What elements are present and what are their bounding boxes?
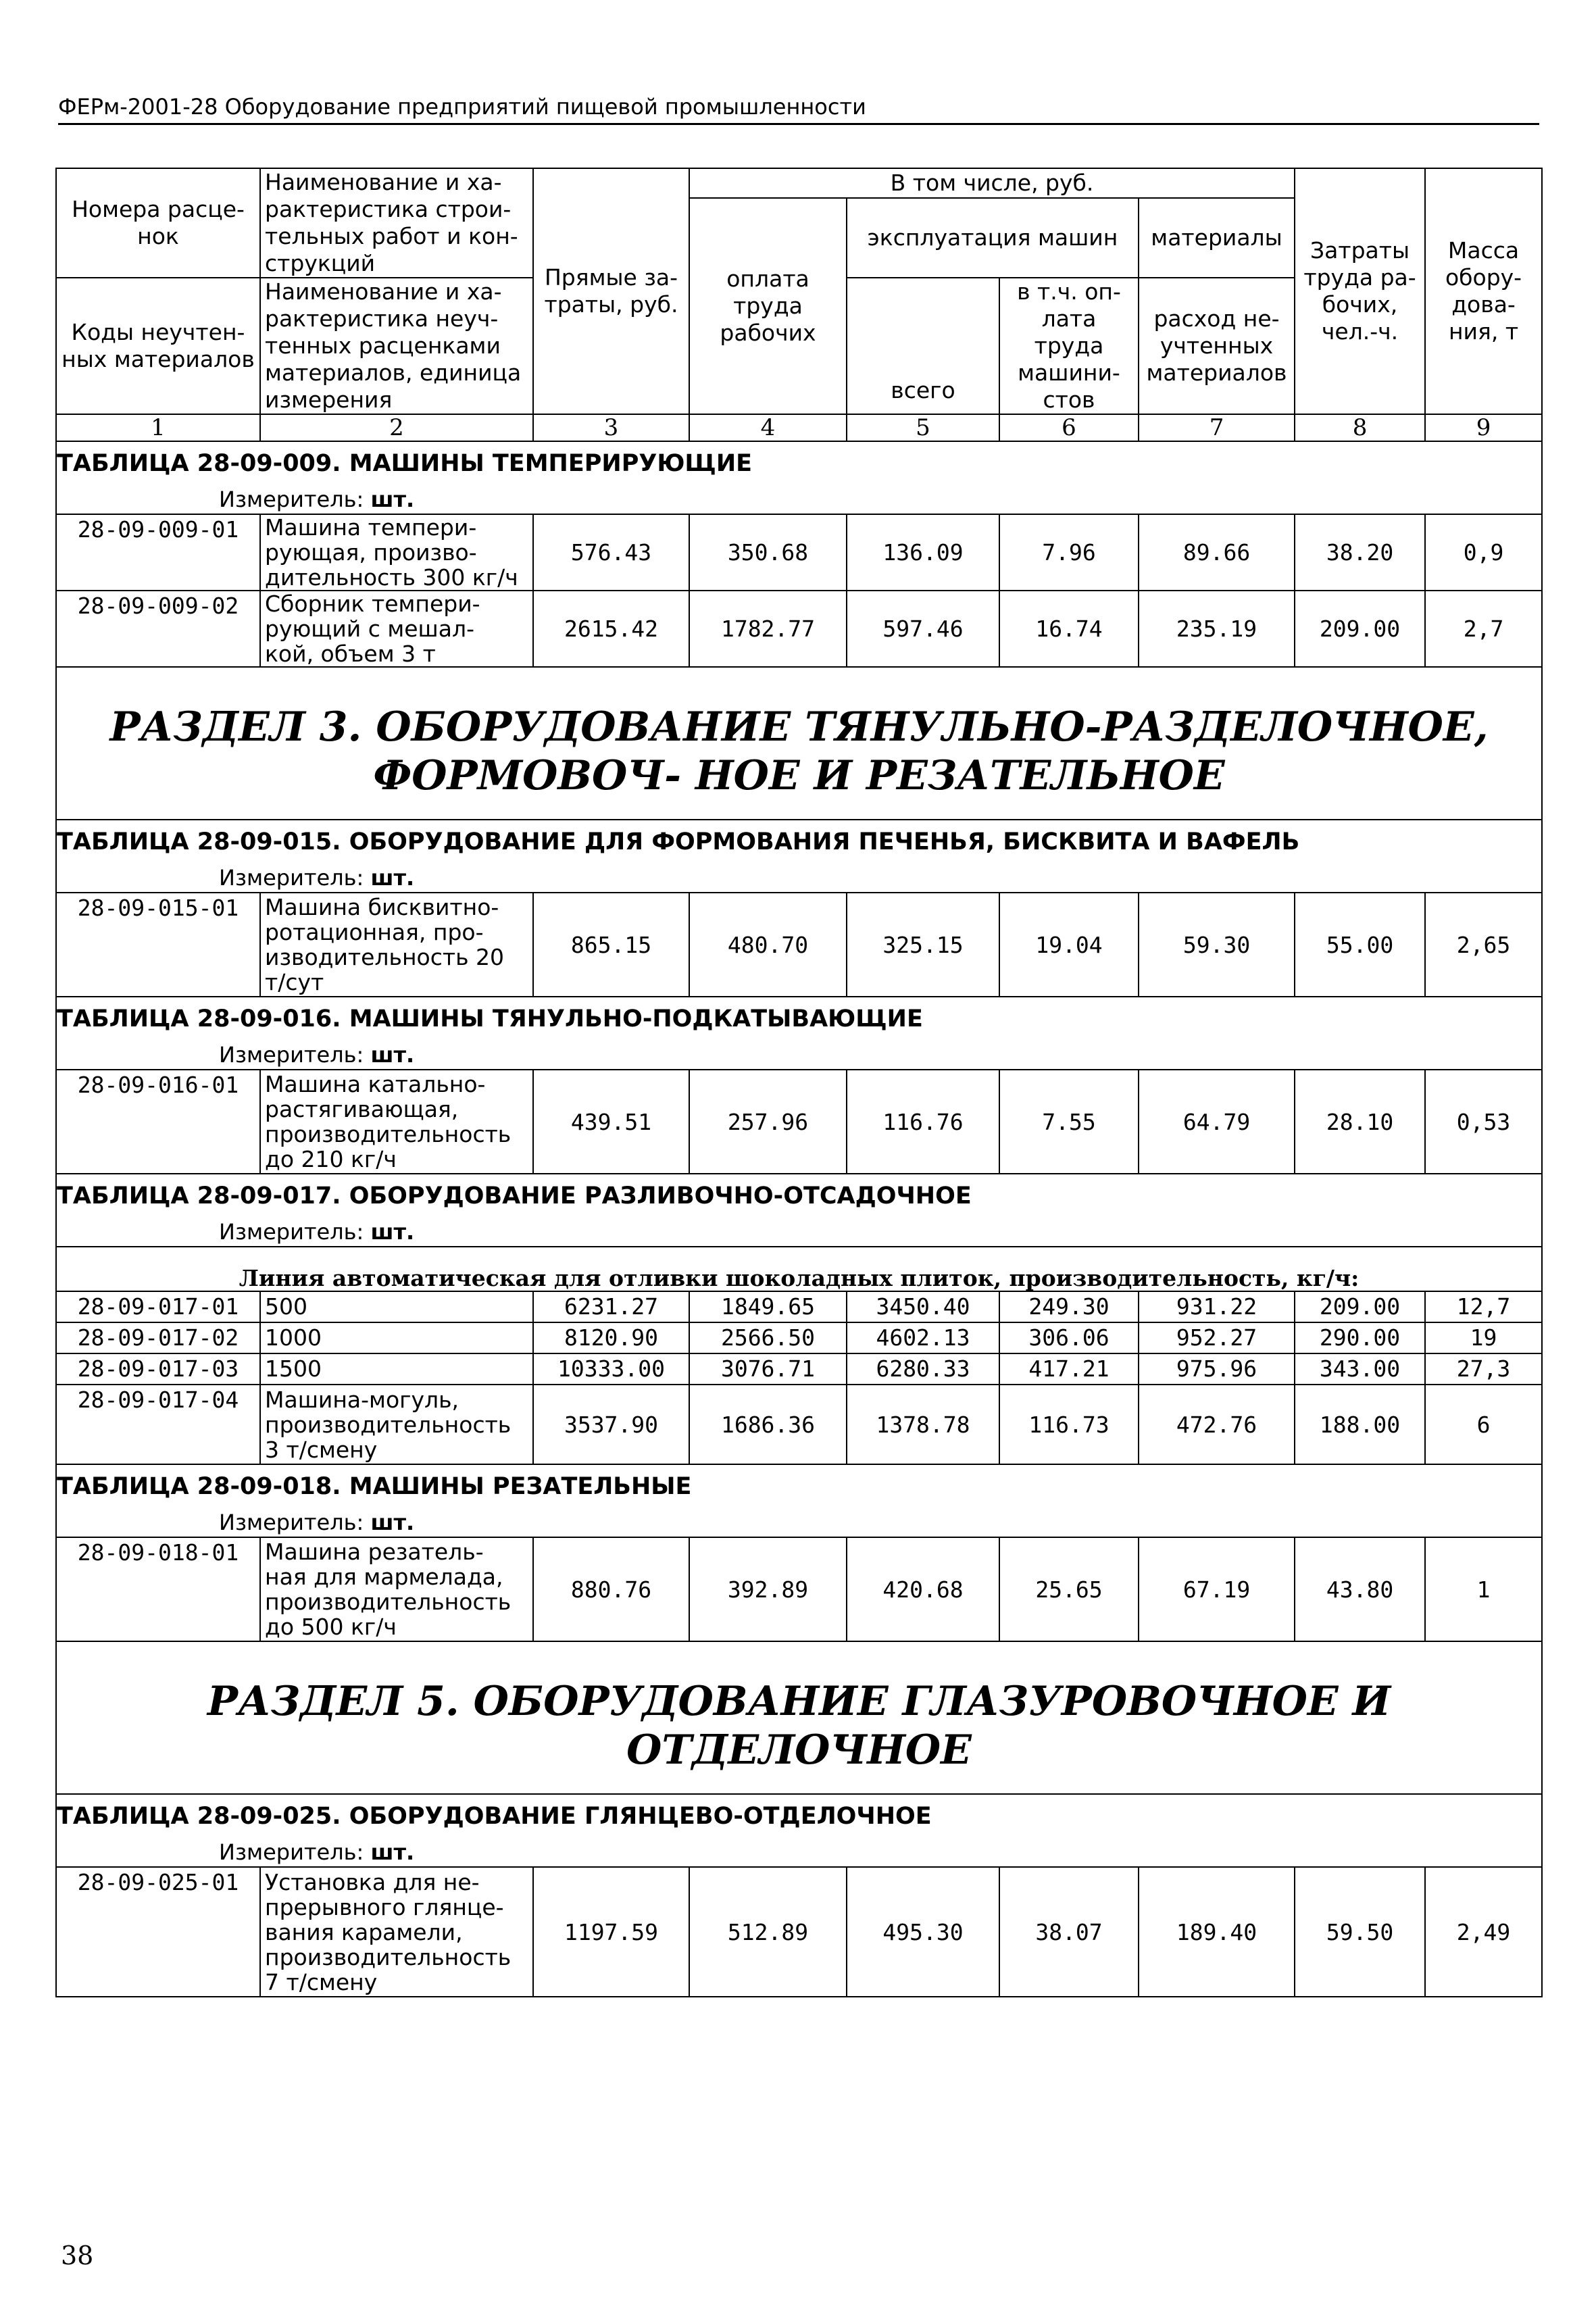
- col-direct-costs-header: Прямые за- траты, руб.: [533, 168, 689, 414]
- value-cell: 975.96: [1139, 1353, 1295, 1385]
- table-title: ТАБЛИЦА 28-09-018. МАШИНЫ РЕЗАТЕЛЬНЫЕ: [56, 1464, 1542, 1508]
- value-cell: 2615.42: [533, 591, 689, 667]
- unit-row: [56, 1838, 1542, 1867]
- value-cell: 7.55: [999, 1070, 1139, 1174]
- value-cell: 350.68: [689, 514, 847, 591]
- value-cell: 417.21: [999, 1353, 1139, 1385]
- col-number: 7: [1139, 414, 1295, 441]
- value-cell: 25.65: [999, 1537, 1139, 1641]
- unit-label: Измеритель:: [219, 487, 364, 512]
- value-cell: 1378.78: [847, 1385, 999, 1464]
- line-heading-row: [56, 1247, 1542, 1291]
- value-cell: 1782.77: [689, 591, 847, 667]
- section-heading: РАЗДЕЛ 3. ОБОРУДОВАНИЕ ТЯНУЛЬНО-РАЗДЕЛОЧНОЕ, ФОРМОВОЧ- НОЕ И РЕЗАТЕЛЬНОЕ: [56, 667, 1542, 820]
- unit-cell: [56, 485, 1542, 514]
- rate-code: 28-09-009-02: [56, 591, 260, 667]
- work-name: Машина катально- растягивающая, производительность до 210 кг/ч: [260, 1070, 533, 1174]
- table-title-row: [56, 820, 1542, 864]
- value-cell: 306.06: [999, 1322, 1139, 1353]
- rate-code: 28-09-017-03: [56, 1353, 260, 1385]
- value-cell: 495.30: [847, 1867, 999, 1997]
- col-number: 5: [847, 414, 999, 441]
- value-cell: 27,3: [1425, 1353, 1542, 1385]
- table-title: ТАБЛИЦА 28-09-025. ОБОРУДОВАНИЕ ГЛЯНЦЕВО-ОТДЕЛОЧНОЕ: [56, 1794, 1542, 1838]
- col-unaccounted-materials-header: расход не- учтенных материалов: [1139, 278, 1295, 414]
- section-heading: РАЗДЕЛ 5. ОБОРУДОВАНИЕ ГЛАЗУРОВОЧНОЕ И ОТДЕЛОЧНОЕ: [56, 1641, 1542, 1794]
- col-number: 4: [689, 414, 847, 441]
- value-cell: 931.22: [1139, 1291, 1295, 1322]
- value-cell: 3537.90: [533, 1385, 689, 1464]
- value-cell: 235.19: [1139, 591, 1295, 667]
- value-cell: 67.19: [1139, 1537, 1295, 1641]
- value-cell: 6231.27: [533, 1291, 689, 1322]
- table-title: ТАБЛИЦА 28-09-015. ОБОРУДОВАНИЕ ДЛЯ ФОРМОВАНИЯ ПЕЧЕНЬЯ, БИСКВИТА И ВАФЕЛЬ: [56, 820, 1542, 864]
- col-number: 2: [260, 414, 533, 441]
- value-cell: 2566.50: [689, 1322, 847, 1353]
- unit-row: [56, 1041, 1542, 1070]
- rate-code: 28-09-015-01: [56, 893, 260, 997]
- unit-cell: [56, 1508, 1542, 1537]
- value-cell: 2,65: [1425, 893, 1542, 997]
- table-row: [56, 1070, 1542, 1174]
- value-cell: 89.66: [1139, 514, 1295, 591]
- value-cell: 0,9: [1425, 514, 1542, 591]
- section-heading-row: [56, 1641, 1542, 1794]
- unit-value: шт.: [370, 1219, 415, 1245]
- table-title: ТАБЛИЦА 28-09-009. МАШИНЫ ТЕМПЕРИРУЮЩИЕ: [56, 441, 1542, 485]
- table-title-row: [56, 441, 1542, 485]
- table-row: [56, 1385, 1542, 1464]
- col-labor-pay-header: оплата труда рабочих: [689, 198, 847, 414]
- col-number: 1: [56, 414, 260, 441]
- work-name: Машина бисквитно- ротационная, про- изводительность 20 т/сут: [260, 893, 533, 997]
- table-title: ТАБЛИЦА 28-09-016. МАШИНЫ ТЯНУЛЬНО-ПОДКАТЫВАЮЩИЕ: [56, 997, 1542, 1041]
- col-unaccounted-codes-header: Коды неучтен- ных материалов: [56, 278, 260, 414]
- value-cell: 19.04: [999, 893, 1139, 997]
- value-cell: 290.00: [1295, 1322, 1425, 1353]
- unit-row: [56, 1508, 1542, 1537]
- value-cell: 2,49: [1425, 1867, 1542, 1997]
- table-title-row: [56, 1794, 1542, 1838]
- unit-value: шт.: [370, 1839, 415, 1865]
- col-including-header: В том числе, руб.: [689, 168, 1295, 198]
- rate-code: 28-09-018-01: [56, 1537, 260, 1641]
- unit-label: Измеритель:: [219, 865, 364, 891]
- value-cell: 512.89: [689, 1867, 847, 1997]
- value-cell: 209.00: [1295, 591, 1425, 667]
- table-row: [56, 1867, 1542, 1997]
- value-cell: 7.96: [999, 514, 1139, 591]
- table-head: [56, 168, 1542, 441]
- value-cell: 209.00: [1295, 1291, 1425, 1322]
- col-material-name-header: Наименование и ха- рактеристика неуч- тенных расценками материалов, единица измерения: [260, 278, 533, 414]
- table-row: [56, 514, 1542, 591]
- value-cell: 480.70: [689, 893, 847, 997]
- col-mass-header: Масса обору- дова- ния, т: [1425, 168, 1542, 414]
- value-cell: 4602.13: [847, 1322, 999, 1353]
- rate-code: 28-09-025-01: [56, 1867, 260, 1997]
- value-cell: 472.76: [1139, 1385, 1295, 1464]
- value-cell: 19: [1425, 1322, 1542, 1353]
- value-cell: 12,7: [1425, 1291, 1542, 1322]
- col-operator-pay-header: в т.ч. оп- лата труда машини- стов: [999, 278, 1139, 414]
- unit-row: [56, 485, 1542, 514]
- rate-code: 28-09-016-01: [56, 1070, 260, 1174]
- work-name: 500: [260, 1291, 533, 1322]
- table-title-row: [56, 1174, 1542, 1218]
- work-name: Машина темпери- рующая, произво- дительность 300 кг/ч: [260, 514, 533, 591]
- page-number: 38: [61, 2241, 94, 2270]
- value-cell: 10333.00: [533, 1353, 689, 1385]
- value-cell: 439.51: [533, 1070, 689, 1174]
- col-number: 6: [999, 414, 1139, 441]
- col-number: 9: [1425, 414, 1542, 441]
- table-title-row: [56, 1464, 1542, 1508]
- rate-code: 28-09-017-01: [56, 1291, 260, 1322]
- value-cell: 3450.40: [847, 1291, 999, 1322]
- value-cell: 257.96: [689, 1070, 847, 1174]
- value-cell: 6280.33: [847, 1353, 999, 1385]
- value-cell: 2,7: [1425, 591, 1542, 667]
- unit-value: шт.: [370, 1510, 415, 1535]
- unit-cell: [56, 864, 1542, 893]
- price-table: [55, 168, 1543, 1997]
- value-cell: 865.15: [533, 893, 689, 997]
- value-cell: 16.74: [999, 591, 1139, 667]
- unit-value: шт.: [370, 865, 415, 891]
- value-cell: 880.76: [533, 1537, 689, 1641]
- rate-code: 28-09-017-02: [56, 1322, 260, 1353]
- value-cell: 38.20: [1295, 514, 1425, 591]
- table-row: [56, 591, 1542, 667]
- section-heading-row: [56, 667, 1542, 820]
- unit-cell: [56, 1041, 1542, 1070]
- line-heading: Линия автоматическая для отливки шоколадных плиток, производительность, кг/ч:: [56, 1247, 1542, 1291]
- column-numbers-row: [56, 414, 1542, 441]
- work-name: Машина резатель- ная для мармелада, производительность до 500 кг/ч: [260, 1537, 533, 1641]
- value-cell: 1197.59: [533, 1867, 689, 1997]
- unit-label: Измеритель:: [219, 1042, 364, 1068]
- table-body: [56, 441, 1542, 1997]
- value-cell: 325.15: [847, 893, 999, 997]
- rate-code: 28-09-009-01: [56, 514, 260, 591]
- value-cell: 188.00: [1295, 1385, 1425, 1464]
- col-labor-hours-header: Затраты труда ра- бочих, чел.-ч.: [1295, 168, 1425, 414]
- value-cell: 597.46: [847, 591, 999, 667]
- work-name: 1000: [260, 1322, 533, 1353]
- value-cell: 576.43: [533, 514, 689, 591]
- value-cell: 1686.36: [689, 1385, 847, 1464]
- value-cell: 59.30: [1139, 893, 1295, 997]
- value-cell: 136.09: [847, 514, 999, 591]
- table-row: [56, 1537, 1542, 1641]
- unit-value: шт.: [370, 487, 415, 512]
- value-cell: 392.89: [689, 1537, 847, 1641]
- table-row: [56, 1353, 1542, 1385]
- value-cell: 8120.90: [533, 1322, 689, 1353]
- col-number: 8: [1295, 414, 1425, 441]
- unit-cell: [56, 1218, 1542, 1247]
- table-row: [56, 1322, 1542, 1353]
- value-cell: 64.79: [1139, 1070, 1295, 1174]
- work-name: Машина-могуль, производительность 3 т/смену: [260, 1385, 533, 1464]
- table-row: [56, 1291, 1542, 1322]
- value-cell: 55.00: [1295, 893, 1425, 997]
- col-rate-number-header: Номера расце- нок: [56, 168, 260, 278]
- col-machines-total-header: всего: [847, 278, 999, 414]
- work-name: Установка для не- прерывного глянце- вания карамели, производительность 7 т/смену: [260, 1867, 533, 1997]
- value-cell: 343.00: [1295, 1353, 1425, 1385]
- value-cell: 3076.71: [689, 1353, 847, 1385]
- value-cell: 43.80: [1295, 1537, 1425, 1641]
- running-header: ФЕРм-2001-28 Оборудование предприятий пищевой промышленности: [58, 93, 1539, 125]
- work-name: Сборник темпери- рующий с мешал- кой, объем 3 т: [260, 591, 533, 667]
- unit-row: [56, 1218, 1542, 1247]
- value-cell: 6: [1425, 1385, 1542, 1464]
- work-name: 1500: [260, 1353, 533, 1385]
- table-title-row: [56, 997, 1542, 1041]
- value-cell: 952.27: [1139, 1322, 1295, 1353]
- value-cell: 28.10: [1295, 1070, 1425, 1174]
- col-work-name-header: Наименование и ха- рактеристика строи- тельных работ и кон- струкций: [260, 168, 533, 278]
- value-cell: 1849.65: [689, 1291, 847, 1322]
- value-cell: 420.68: [847, 1537, 999, 1641]
- unit-label: Измеритель:: [219, 1510, 364, 1535]
- unit-label: Измеритель:: [219, 1219, 364, 1245]
- unit-label: Измеритель:: [219, 1839, 364, 1865]
- value-cell: 38.07: [999, 1867, 1139, 1997]
- table-row: [56, 893, 1542, 997]
- table-title: ТАБЛИЦА 28-09-017. ОБОРУДОВАНИЕ РАЗЛИВОЧНО-ОТСАДОЧНОЕ: [56, 1174, 1542, 1218]
- col-number: 3: [533, 414, 689, 441]
- value-cell: 116.76: [847, 1070, 999, 1174]
- rate-code: 28-09-017-04: [56, 1385, 260, 1464]
- value-cell: 116.73: [999, 1385, 1139, 1464]
- unit-row: [56, 864, 1542, 893]
- value-cell: 249.30: [999, 1291, 1139, 1322]
- value-cell: 189.40: [1139, 1867, 1295, 1997]
- value-cell: 1: [1425, 1537, 1542, 1641]
- unit-value: шт.: [370, 1042, 415, 1068]
- value-cell: 59.50: [1295, 1867, 1425, 1997]
- value-cell: 0,53: [1425, 1070, 1542, 1174]
- col-materials-header: материалы: [1139, 198, 1295, 278]
- col-machines-header: эксплуатация машин: [847, 198, 1139, 278]
- unit-cell: [56, 1838, 1542, 1867]
